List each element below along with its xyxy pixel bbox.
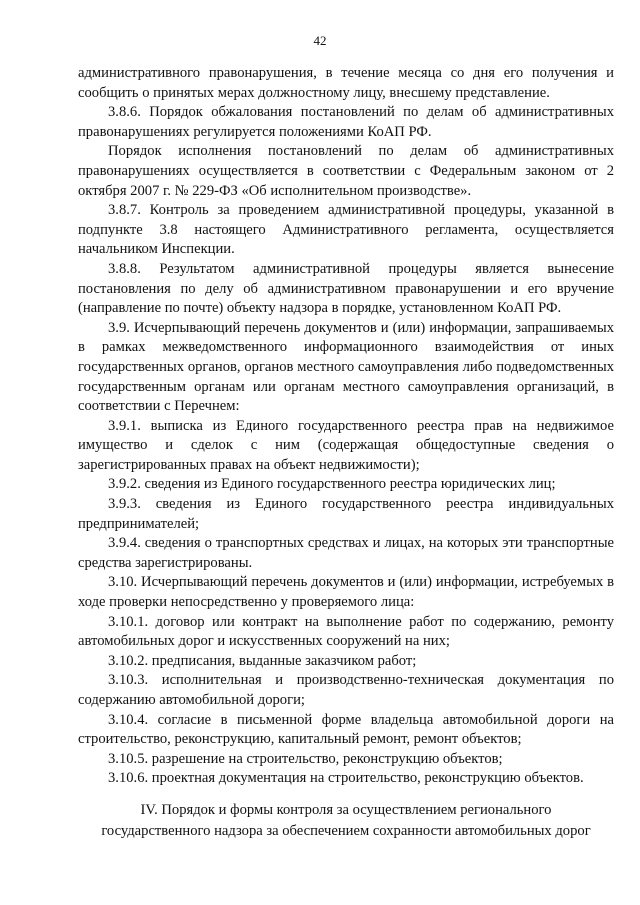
paragraph-3-9: 3.9. Исчерпывающий перечень документов и (или) информации, запрашиваемых в рамках межведомственного информационного взаимодействия от иных государственных органов, органов местного самоуправления либо подведомственных государственным органам или органам местного самоуправления организаций, в соответствии с Перечнем: <box>78 319 614 415</box>
paragraph-3-9-2: 3.9.2. сведения из Единого государственного реестра юридических лиц; <box>108 476 556 493</box>
paragraph-3-8-6: 3.8.6. Порядок обжалования постановлений по делам об административных правонарушениях регулируется положениями КоАП РФ. <box>78 104 614 140</box>
section-heading-line-2: государственного надзора за обеспечением сохранности автомобильных дорог <box>101 823 591 839</box>
section-heading-line-1: IV. Порядок и формы контроля за осуществлением регионального <box>140 802 552 818</box>
paragraph-execution-order: Порядок исполнения постановлений по делам об административных правонарушениях осуществляется в соответствии с Федеральным законом от 2 октября 2007 г. № 229-ФЗ «Об исполнительном производстве». <box>78 143 614 199</box>
paragraph-3-10-3: 3.10.3. исполнительная и производственно-техническая документация по содержанию автомобильной дороги; <box>78 672 614 708</box>
section-heading <box>78 800 614 842</box>
paragraph-3-10-4: 3.10.4. согласие в письменной форме владельца автомобильной дороги на строительство, реконструкцию, капитальный ремонт, ремонт объектов; <box>78 711 614 748</box>
page-number: 42 <box>313 33 327 48</box>
paragraph-3-9-3: 3.9.3. сведения из Единого государственного реестра индивидуальных предпринимателей; <box>78 496 614 532</box>
paragraph-3-10-5: 3.10.5. разрешение на строительство, реконструкцию объектов; <box>108 750 503 767</box>
paragraph-3-10-1: 3.10.1. договор или контракт на выполнение работ по содержанию, ремонту автомобильных дорог и искусственных сооружений на них; <box>78 613 614 650</box>
paragraph-3-9-1: 3.9.1. выписка из Единого государственного реестра прав на недвижимое имущество и сделок с ним (содержащая общедоступные сведения о зарегистрированных правах на объект недвижимости); <box>78 417 614 473</box>
paragraph-3-10-6: 3.10.6. проектная документация на строительство, реконструкцию объектов. <box>108 770 584 787</box>
paragraph-continuation: административного правонарушения, в течение месяца со дня его получения и сообщить о принятых мерах должностному лицу, внесшему представление. <box>78 65 614 101</box>
document-body <box>78 64 614 789</box>
paragraph-3-10-2: 3.10.2. предписания, выданные заказчиком работ; <box>108 652 417 669</box>
paragraph-3-8-8: 3.8.8. Результатом административной процедуры является вынесение постановления по делу об административном правонарушении и его вручение (направление по почте) объекту надзора в порядке, установленном КоАП РФ. <box>78 260 614 317</box>
paragraph-3-9-4: 3.9.4. сведения о транспортных средствах и лицах, на которых эти транспортные средства зарегистрированы. <box>78 535 614 571</box>
paragraph-3-10: 3.10. Исчерпывающий перечень документов и (или) информации, истребуемых в ходе проверки непосредственно у проверяемого лица: <box>78 574 614 611</box>
paragraph-3-8-7: 3.8.7. Контроль за проведением административной процедуры, указанной в подпункте 3.8 настоящего Административного регламента, осуществляется начальником Инспекции. <box>78 202 614 258</box>
